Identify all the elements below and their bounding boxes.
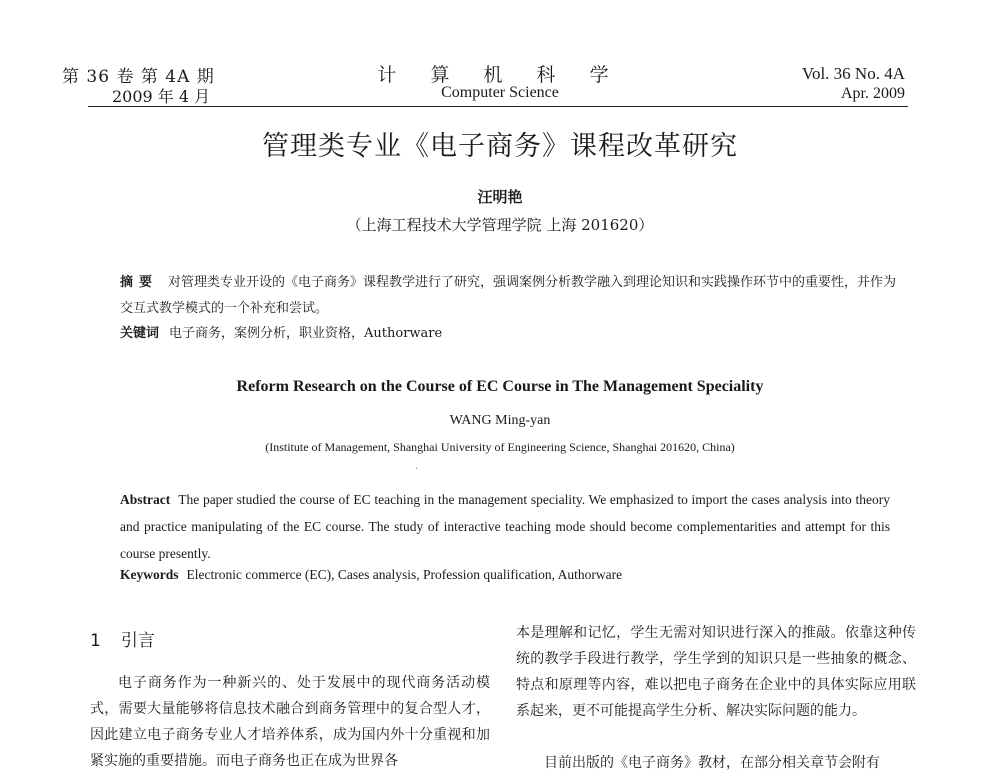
paper-title-en: Reform Research on the Course of EC Course in The Management Speciality <box>236 378 764 395</box>
abstract-en-label: Abstract <box>120 492 171 507</box>
body-right-column: 本是理解和记忆，学生无需对知识进行深入的推敲。依靠这种传统的教学手段进行教学，学生学到的知识只是一些抽象的概念、特点和原理等内容，难以把电子商务在企业中的具体实际应用联系起来，更不可能提高学生分析、解决实际问题的能力。 <box>516 625 916 719</box>
volume-issue-en: Vol. 36 No. 4A <box>801 64 905 83</box>
abstract-cn-label: 摘要 <box>120 275 159 290</box>
date-cn: 2009 年 4 月 <box>112 87 211 106</box>
section-title: 引言 <box>120 631 155 651</box>
abstract-cn <box>120 270 900 322</box>
separator-dot: · <box>415 464 419 475</box>
abstract-en-text: The paper studied the course of EC teaching in the management speciality. We emphasized to import the cases analysis into theory and practice manipulating of the EC course. The study of interactive teaching mode should become complementarities and attempt for this course presently. <box>120 492 890 561</box>
section-heading <box>90 626 155 651</box>
body-right-column-p2: 目前出版的《电子商务》教材，在部分相关章节会附有 <box>544 755 880 771</box>
author-en: WANG Ming-yan <box>449 413 551 428</box>
affiliation-en: (Institute of Management, Shanghai University of Engineering Science, Shanghai 201620, China) <box>265 440 735 454</box>
abstract-cn-text: 对管理类专业开设的《电子商务》课程教学进行了研究，强调案例分析教学融入到理论知识和实践操作环节中的重要性，并作为交互式教学模式的一个补充和尝试。 <box>120 275 897 316</box>
keywords-cn <box>120 322 900 346</box>
paper-title-cn: 管理类专业《电子商务》课程改革研究 <box>262 131 738 162</box>
journal-name-en: Computer Science <box>441 84 559 101</box>
keywords-en-label: Keywords <box>120 567 179 582</box>
keywords-cn-label: 关键词 <box>120 326 160 341</box>
journal-name-cn: 计 算 机 科 学 <box>377 64 623 86</box>
keywords-en-text: Electronic commerce (EC), Cases analysis, Profession qualification, Authorware <box>186 567 623 582</box>
section-number: 1 <box>90 631 101 651</box>
body-left-column: 电子商务作为一种新兴的、处于发展中的现代商务活动模式，需要大量能够将信息技术融合到商务管理中的复合型人才，因此建立电子商务专业人才培养体系，成为国内外十分重视和加紧实施的重要措施。而电子商务也正在成为世界各 <box>90 675 490 769</box>
keywords-en <box>120 567 900 583</box>
abstract-en <box>120 486 890 567</box>
volume-issue-cn: 第 36 卷 第 4A 期 <box>62 67 215 87</box>
affiliation-cn: （上海工程技术大学管理学院 上海 201620） <box>346 216 654 234</box>
author-cn: 汪明艳 <box>477 188 523 206</box>
date-en: Apr. 2009 <box>841 85 905 102</box>
header-rule <box>88 106 908 107</box>
keywords-cn-text: 电子商务，案例分析，职业资格，Authorware <box>169 326 443 341</box>
